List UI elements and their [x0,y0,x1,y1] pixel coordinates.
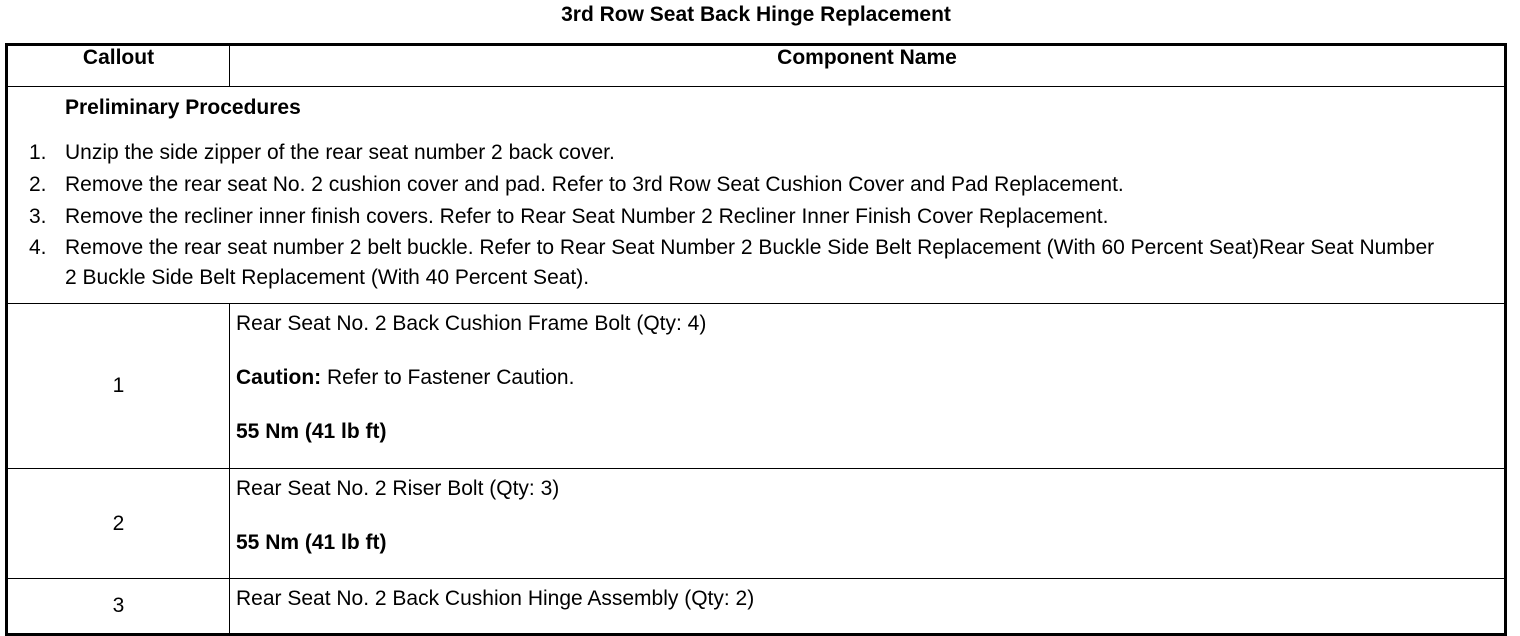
preliminary-steps [8,137,1504,293]
table-row [7,579,1506,635]
page-title: 3rd Row Seat Back Hinge Replacement [561,3,951,26]
caution-note [236,364,1498,392]
header-component-name: Component Name [230,45,1506,87]
component-name: Rear Seat No. 2 Riser Bolt (Qty: 3) [236,477,560,500]
component-cell [230,304,1506,469]
preliminary-row [7,87,1506,304]
component-cell [230,469,1506,579]
torque-spec: 55 Nm (41 lb ft) [236,420,387,443]
step-number: 4. [29,236,47,259]
table-row [7,469,1506,579]
preliminary-cell [7,87,1506,304]
step-item [8,233,1504,293]
step-number: 3. [29,205,47,228]
component-name: Rear Seat No. 2 Back Cushion Frame Bolt (Qty: 4) [236,312,707,335]
header-callout: Callout [7,45,230,87]
step-item [8,201,1504,233]
step-number: 2. [29,173,47,196]
preliminary-heading: Preliminary Procedures [65,96,301,119]
step-item [8,137,1504,169]
table-row [7,304,1506,469]
callout-number: 3 [7,579,230,635]
step-text: Remove the recliner inner finish covers. Refer to Rear Seat Number 2 Recliner Inner Finish Cover Replacement. [65,205,1109,228]
step-item [8,169,1504,201]
table-header-row [7,45,1506,87]
step-number: 1. [29,141,47,164]
step-text: Remove the rear seat number 2 belt buckle. Refer to Rear Seat Number 2 Buckle Side Belt Replacement (With 60 Percent Seat)Rear Seat Number 2 Buckle Side Belt Replacement (With 40 Percent Seat). [65,236,1435,289]
caution-label: Caution: [236,366,322,389]
step-text: Unzip the side zipper of the rear seat number 2 back cover. [65,141,615,164]
torque-spec: 55 Nm (41 lb ft) [236,531,387,554]
callout-number: 2 [7,469,230,579]
caution-text: Refer to Fastener Caution. [321,366,575,389]
component-table [5,43,1507,636]
callout-number: 1 [7,304,230,469]
component-cell [230,579,1506,635]
step-text: Remove the rear seat No. 2 cushion cover and pad. Refer to 3rd Row Seat Cushion Cover and Pad Replacement. [65,173,1124,196]
component-name: Rear Seat No. 2 Back Cushion Hinge Assembly (Qty: 2) [236,587,755,610]
